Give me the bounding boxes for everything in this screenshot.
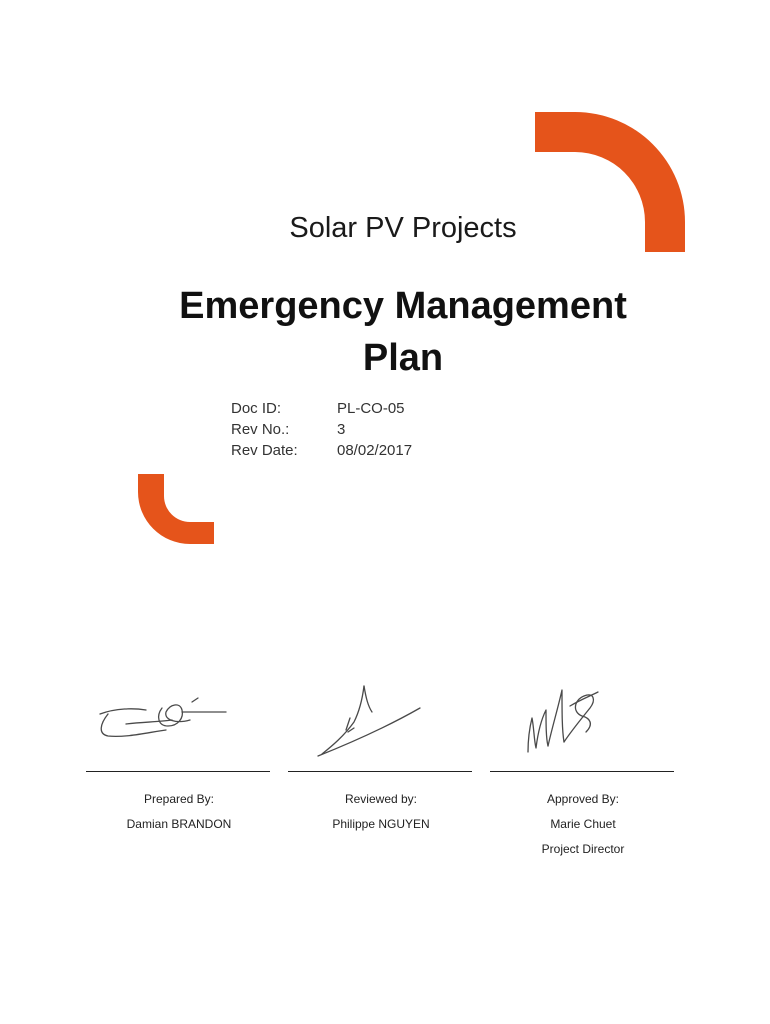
orange-arc-small-icon	[138, 474, 214, 544]
document-subtitle: Solar PV Projects	[289, 212, 517, 244]
handwritten-signature-icon	[490, 672, 676, 767]
signature-role: Reviewed by:	[344, 792, 418, 806]
signature-line	[288, 771, 472, 772]
meta-row-rev-date	[231, 440, 412, 461]
title-line-1: Emergency Management	[179, 285, 627, 327]
meta-key: Rev No.:	[231, 421, 290, 438]
meta-key: Doc ID:	[231, 400, 282, 417]
meta-value: 3	[337, 421, 346, 438]
signature-role: Approved By:	[546, 792, 620, 806]
title-line-2: Plan	[362, 337, 444, 379]
signature-block-reviewed	[288, 672, 474, 831]
signature-title: Project Director	[541, 842, 625, 856]
handwritten-signature-icon	[86, 672, 272, 767]
signature-line	[490, 771, 674, 772]
signature-name: Philippe NGUYEN	[332, 817, 430, 831]
meta-row-rev-no	[231, 419, 412, 440]
document-title	[0, 280, 770, 384]
signature-line	[86, 771, 270, 772]
signature-block-approved	[490, 672, 676, 856]
signature-name: Damian BRANDON	[126, 817, 232, 831]
document-meta	[231, 398, 412, 461]
handwritten-signature-icon	[288, 672, 474, 767]
signature-block-prepared	[86, 672, 272, 831]
signature-role: Prepared By:	[143, 792, 215, 806]
signature-name: Marie Chuet	[550, 817, 616, 831]
meta-key: Rev Date:	[231, 442, 298, 459]
meta-value: 08/02/2017	[337, 442, 413, 459]
meta-row-doc-id	[231, 398, 412, 419]
meta-value: PL-CO-05	[337, 400, 405, 417]
